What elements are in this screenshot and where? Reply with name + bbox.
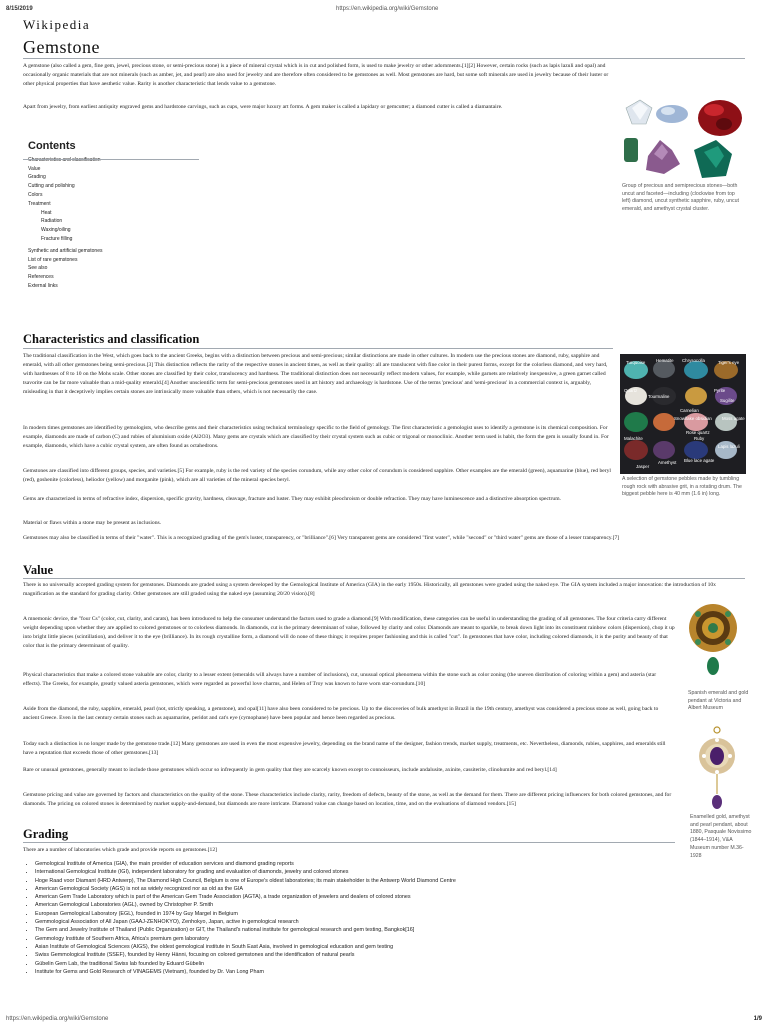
grading-intro: There are a number of laboratories which grade and provide reports on gemstones.[12] <box>23 847 218 853</box>
print-date: 8/15/2019 <box>6 6 33 12</box>
toc-item-see-also[interactable]: See also <box>28 265 48 272</box>
amethyst-pendant-image[interactable] <box>694 724 740 814</box>
pebble-label: Malachite <box>624 436 643 441</box>
emerald-pendant-image[interactable] <box>684 592 742 682</box>
wikipedia-logo[interactable]: Wikipedia <box>23 17 91 32</box>
list-item: • The Gem and Jewelry Institute of Thailand (Public Organization) or GIT, the Thailand's national institute for gemological research and gem testing, Bangkok[16] <box>35 926 725 934</box>
toc-item-references[interactable]: References <box>28 274 54 281</box>
intro-paragraph-1: A gemstone (also called a gem, fine gem, jewel, precious stone, or semi-precious stone) is a piece of mineral crystal which is in cut and polished form, is used to make jewelry or other adornments.[1][2] However, certain rocks (such as lapis lazuli and opal) and occasionally organic materials that are not minerals (such as amber, jet, and pearl) are also used for jewelry and are therefore often considered to be gemstones as well. Most gemstones are hard, but some soft minerals are used in jewelry because of their luster or other physical properties that have aesthetic value. Rarity is another characteristic that lends value to a gemstone. <box>23 63 609 87</box>
toc-item-value[interactable]: Value <box>28 165 41 172</box>
pendant-caption: Spanish emerald and gold pendant at Victoria and Albert Museum <box>688 690 749 712</box>
toc-item-treatment[interactable]: Treatment <box>28 200 51 207</box>
toc-item-rare[interactable]: List of rare gemstones <box>28 256 78 263</box>
list-item: • Gemological Institute of America (GIA), the main provider of education services and diamond grading reports <box>35 860 725 868</box>
gemstone-pebbles-image[interactable] <box>620 354 746 474</box>
toc-item-cutting[interactable]: Cutting and polishing <box>28 183 75 190</box>
table-of-contents <box>23 142 193 291</box>
toc-item-synthetic[interactable]: Synthetic and artificial gemstones <box>28 247 103 254</box>
value-paragraph-6: Rare or unusual gemstones, generally meant to include those gemstones which occur so infrequently in gem quality that they are scarcely known except to connoisseurs, include andalusite, axinite, cassiterite, clinohumite and red beryl.[14] <box>23 767 557 773</box>
divider-characteristics <box>23 348 613 349</box>
enamel-caption: Enamelled gold, amethyst and pearl pendant, about 1880, Pasquale Novissimo (1844–1914), V&A Museum number M.36-1928 <box>690 814 752 859</box>
pebble-label: Chrysocolla <box>682 358 705 363</box>
list-item: • Swiss Gemmological Institute (SSEF), founded by Henry Hänni, focusing on colored gemstones and the identification of natural pearls <box>35 951 725 959</box>
toc-item-grading[interactable]: Grading <box>28 174 46 181</box>
value-paragraph-5: Today such a distinction is no longer made by the gemstone trade.[12] Many gemstones are used in even the most expensive jewelry, depending on the brand name of the designer, fashion trends, market supply, treatments, etc. Nevertheless, diamonds, rubies, sapphires, and emeralds still have a reputation that exceeds those of other gemstones.[13] <box>23 741 666 756</box>
value-paragraph-2: A mnemonic device, the "four Cs" (color, cut, clarity, and carats), has been introduced to help the consumer understand the factors used to grade a diamond.[9] With modification, these categories can be useful in understanding the grading of all gemstones. The four criteria carry different weight depending upon whether they are applied to colored gemstones or to colorless diamonds. In diamonds, cut is the primary determinant of value, followed by clarity and color. Diamonds are meant to sparkle, to break down light into its constituent rainbow colors (dispersion), chop it up into bright little pieces (scintillation), and deliver it to the eye (brilliance). In its rough crystalline form, a diamond will do none of these things; it requires proper fashioning and this is called "cut". In gemstones that have color, including colored diamonds, it is the purity and beauty of that color that is the primary determinant of quality. <box>23 616 675 649</box>
characteristics-paragraph-1: The traditional classification in the West, which goes back to the ancient Greeks, begins with a distinction between precious and semi-precious; similar distinctions are made in other cultures. In modern use the precious stones are diamond, ruby, sapphire and emerald, with all other gemstones being semi-precious.[3] This distinction reflects the rarity of the respective stones in ancient times, as well as their quality: all are translucent with fine color in their purest forms, except for the colorless diamond, and very hard, with hardnesses of 8 to 10 on the Mohs scale. Other stones are classified by their color, translucency and hardness. The traditional distinction does not necessarily reflect modern values, for example, while garnets are relatively inexpensive, a green garnet called tsavorite can be far more valuable than a mid-quality emerald.[4] Another unscientific term for semi-precious gemstones used in art history and archaeology is hardstone. Use of the terms 'precious' and 'semi-precious' in a commercial context is, arguably, misleading in that it deceptively implies certain stones are intrinsically more valuable than others, which is not necessarily the case. <box>23 353 608 395</box>
pebble-label: Turquoise <box>626 360 646 365</box>
list-item: • European Gemological Laboratory (EGL), founded in 1974 by Guy Margel in Belgium <box>35 910 725 918</box>
characteristics-paragraph-3: Gemstones are classified into different groups, species, and varieties.[5] For example, ruby is the red variety of the species corundum, while any other color of corundum is considered sapphire. Other examples are the emerald (green), aquamarine (blue), red beryl (red), goshenite (colorless), heliodor (yellow) and morganite (pink), which are all varieties of the mineral species beryl. <box>23 468 611 483</box>
uncut-emerald <box>624 138 638 162</box>
toc-item-colors[interactable]: Colors <box>28 191 43 198</box>
list-item: • Gübelin Gem Lab, the traditional Swiss lab founded by Eduard Gübelin <box>35 960 725 968</box>
list-item: • Asian Institute of Gemological Sciences (AIGS), the oldest gemological institute in South East Asia, involved in gemological education and gem testing <box>35 943 725 951</box>
pebble-label: Tourmaline <box>648 394 670 399</box>
value-paragraph-7: Gemstone pricing and value are governed by factors and characteristics on the quality of the stone. These characteristics include clarity, rarity, freedom of defects, beauty of the stone, as well as the demand for them. There are different pricing influencers for both colored gemstones, and for diamonds. The pricing on colored stones is determined by market supply-and-demand, but diamonds are more intricate. Diamond value can change based on location, time, and on the evaluations of diamond vendors.[15] <box>23 792 672 807</box>
toc-item-fracture[interactable]: Fracture filling <box>41 235 73 242</box>
list-item: • Institute for Gems and Gold Research of VINAGEMS (Vietnam), founded by Dr. Van Long Pham <box>35 968 725 976</box>
page-title: Gemstone <box>23 37 100 57</box>
pebble-label: Moss agate <box>722 416 745 421</box>
characteristics-paragraph-6: Gemstones may also be classified in terms of their "water". This is a recognized grading of the gem's luster, transparency, or "brilliance".[6] Very transparent gems are considered "first water", while "second" or "third water" gems are those of a lesser transparency.[7] <box>23 535 620 541</box>
heading-characteristics: Characteristics and classification <box>23 332 200 346</box>
footer-url: https://en.wikipedia.org/wiki/Gemstone <box>6 1016 109 1022</box>
page-number: 1/9 <box>753 1016 762 1022</box>
ruby-gem <box>698 100 742 136</box>
pebble-label: Ruby <box>694 436 705 441</box>
toc-list <box>23 156 193 291</box>
list-item: • American Gemological Laboratories (AGL), owned by Christopher P. Smith <box>35 901 725 909</box>
print-header <box>6 6 762 16</box>
value-paragraph-3: Physical characteristics that make a colored stone valuable are color, clarity to a lesser extent (emeralds will always have a number of inclusions), cut, unusual optical phenomena within the stone such as color zoning (the uneven distribution of coloring within a gem) and asteria (star effects). The Greeks, for example, greatly valued asteria gemstones, which were regarded as powerful love charms, and Helen of Troy was known to have worn star-corundum.[10] <box>23 672 657 687</box>
sapphire-gem <box>656 105 688 123</box>
pebble-label: Amethyst <box>658 460 677 465</box>
title-divider <box>23 58 745 59</box>
toc-item-characteristics[interactable] <box>28 156 193 165</box>
heading-grading: Grading <box>23 827 69 841</box>
list-item: • American Gem Trade Laboratory which is part of the American Gem Trade Association (AGTA), a trade organization of jewelers and dealers of colored stones <box>35 893 725 901</box>
pebble-label: Pyrite <box>714 388 726 393</box>
pebble-label: Sugilite <box>720 398 735 403</box>
pebble-label: Snowflake obsidian <box>674 416 712 421</box>
print-url: https://en.wikipedia.org/wiki/Gemstone <box>336 6 439 12</box>
pebble-label: Jasper <box>636 464 650 469</box>
characteristics-paragraph-4: Gems are characterized in terms of refractive index, dispersion, specific gravity, hardness, cleavage, fracture and luster. They may exhibit pleochroism or double refraction. They may have luminescence and a distinctive absorption spectrum. <box>23 496 561 502</box>
toc-item-heat[interactable]: Heat <box>41 209 52 216</box>
toc-title: Contents <box>28 140 76 152</box>
group-caption: Group of precious and semiprecious stones—both uncut and faceted—including (clockwise from top left) diamond, uncut synthetic sapphire, ruby, uncut emerald, and amethyst crystal cluster. <box>622 183 739 213</box>
divider-grading <box>23 842 675 843</box>
characteristics-paragraph-2: In modern times gemstones are identified by gemologists, who describe gems and their characteristics using technical terminology specific to the field of gemology. The first characteristic a gemologist uses to identify a gemstone is its chemical composition. For example, diamonds are made of carbon (C) and rubies of aluminium oxide (Al2O3). Many gems are crystals which are classified by their crystal system such as cubic or trigonal or monoclinic. Another term used is habit, the form the gem is usually found in. For example, diamonds, which have a cubic crystal system, are often found as octahedrons. <box>23 425 609 449</box>
pebble-label: Blue lace agate <box>684 458 715 463</box>
divider-value <box>23 578 745 579</box>
toc-divider <box>23 159 199 160</box>
pebble-label: Quartz <box>624 388 638 393</box>
characteristics-paragraph-5: Material or flaws within a stone may be present as inclusions. <box>23 520 162 526</box>
value-paragraph-1: There is no universally accepted grading system for gemstones. Diamonds are graded using a system developed by the Gemological Institute of America (GIA) in the early 1950s. Historically, all gemstones were graded using the naked eye. The GIA system included a major innovation: the introduction of 10x magnification as the standard for grading clarity. Other gemstones are still graded using the naked eye (assuming 20/20 vision).[8] <box>23 582 716 597</box>
value-paragraph-4: Aside from the diamond, the ruby, sapphire, emerald, pearl (not, strictly speaking, a gemstone), and opal[11] have also been considered to be precious. Up to the discoveries of bulk amethyst in Brazil in the 19th century, amethyst was considered a precious stone as well, going back to ancient Greece. Even in the last century certain stones such as aquamarine, peridot and cat's eye (cymophane) have been popular and hence been regarded as precious. <box>23 706 659 721</box>
list-item: • Gemmological Association of All Japan (GAAJ-ZENHOKYO), Zenhokyo, Japan, active in gemological research <box>35 918 725 926</box>
pebble-label: Lapis lazuli <box>718 444 740 449</box>
list-item: • International Gemological Institute (IGI), independent laboratory for grading and evaluation of diamonds, jewelry and colored stones <box>35 868 725 876</box>
toc-item-waxing[interactable]: Waxing/oiling <box>41 227 71 234</box>
list-item: • Hoge Raad voor Diamant (HRD Antwerp), The Diamond High Council, Belgium is one of Europe's oldest laboratories; its main stakeholder is the Antwerp World Diamond Centre <box>35 877 725 885</box>
gemstone-group-image[interactable] <box>620 94 746 182</box>
grading-lab-list <box>23 860 725 976</box>
heading-value: Value <box>23 563 54 577</box>
list-item: • American Gemological Society (AGS) is not as widely recognized nor as old as the GIA <box>35 885 725 893</box>
toc-item-external[interactable]: External links <box>28 282 58 289</box>
toc-item-radiation[interactable]: Radiation <box>41 218 63 225</box>
list-item: • Gemmology Institute of Southern Africa, Africa's premium gem laboratory <box>35 935 725 943</box>
pebbles-caption: A selection of gemstone pebbles made by tumbling rough rock with abrasive grit, in a rotating drum. The biggest pebble here is 40 mm (1.6 in) long. <box>622 476 742 498</box>
pebble-label: Rose quartz <box>686 430 710 435</box>
pebble-label: Hematite <box>656 358 674 363</box>
pebble-labels <box>620 354 746 474</box>
intro-paragraph-2: Apart from jewelry, from earliest antiquity engraved gems and hardstone carvings, such as cups, were major luxury art forms. A gem maker is called a lapidary or gemcutter; a diamond cutter is called a diamantaire. <box>23 104 503 110</box>
pebble-label: Tiger's eye <box>718 360 740 365</box>
pebble-label: Carnelian <box>680 408 699 413</box>
